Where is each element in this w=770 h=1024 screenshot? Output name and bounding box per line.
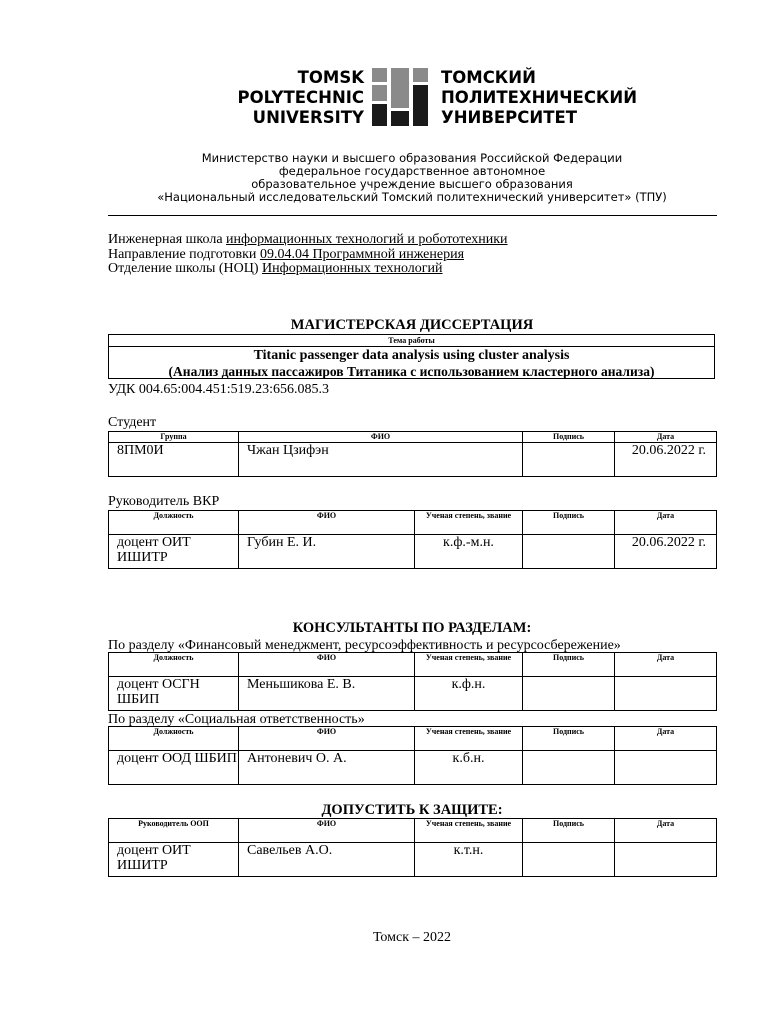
col-header: Ученая степень, звание — [415, 653, 523, 677]
admit-table — [108, 818, 717, 877]
col-header: Подпись — [523, 511, 615, 535]
admit-name: Савельев А.О. — [239, 843, 415, 877]
student-label: Студент — [108, 415, 157, 430]
col-header: Дата — [615, 819, 717, 843]
consultant-table-social — [108, 726, 717, 785]
school-line: Инженерная школа информационных технологий и робототехники — [108, 232, 508, 247]
col-header: ФИО — [239, 727, 415, 751]
col-header: ФИО — [239, 432, 523, 443]
consultant-degree: к.б.н. — [415, 751, 523, 785]
supervisor-degree: к.ф.-м.н. — [415, 535, 523, 569]
col-header: Подпись — [523, 432, 615, 443]
topic-label: Тема работы — [109, 335, 714, 347]
signature-cell — [523, 677, 615, 711]
signature-cell — [523, 843, 615, 877]
col-header: ФИО — [239, 819, 415, 843]
admit-heading: ДОПУСТИТЬ К ЗАЩИТЕ: — [321, 802, 503, 818]
col-header: Подпись — [523, 727, 615, 751]
department-line: Отделение школы (НОЦ) Информационных технологий — [108, 261, 443, 276]
student-name: Чжан Цзифэн — [239, 443, 523, 477]
supervisor-table — [108, 510, 717, 569]
col-header: Дата — [615, 511, 717, 535]
consultants-heading: КОНСУЛЬТАНТЫ ПО РАЗДЕЛАМ: — [292, 620, 532, 636]
supervisor-position: доцент ОИТ ИШИТР — [109, 535, 239, 569]
university-logo — [236, 68, 636, 130]
table-row — [109, 751, 717, 785]
topic-title-en: Titanic passenger data analysis using cluster analysis — [253, 348, 570, 363]
col-header: Должность — [109, 653, 239, 677]
consultant-name: Антоневич О. А. — [239, 751, 415, 785]
table-row — [109, 677, 717, 711]
supervisor-date: 20.06.2022 г. — [615, 535, 717, 569]
consultant-position: доцент ОСГН ШБИП — [109, 677, 239, 711]
col-header: Дата — [615, 432, 717, 443]
table-row — [109, 843, 717, 877]
col-header: ФИО — [239, 511, 415, 535]
tpu-emblem-icon — [372, 68, 428, 126]
date-cell — [615, 751, 717, 785]
signature-cell — [523, 751, 615, 785]
supervisor-name: Губин Е. И. — [239, 535, 415, 569]
consultant-table-finance — [108, 652, 717, 711]
consultant-position: доцент ООД ШБИП — [109, 751, 239, 785]
logo-text-en: TOMSK POLYTECHNIC UNIVERSITY — [237, 68, 364, 127]
admit-position: доцент ОИТ ИШИТР — [109, 843, 239, 877]
consultant-section-label: По разделу «Социальная ответственность» — [108, 712, 365, 727]
student-group: 8ПМ0И — [109, 443, 239, 477]
student-date: 20.06.2022 г. — [615, 443, 717, 477]
direction-line: Направление подготовки 09.04.04 Программной инженерия — [108, 246, 465, 262]
signature-cell — [523, 535, 615, 569]
col-header: ФИО — [239, 653, 415, 677]
col-header: Подпись — [523, 819, 615, 843]
logo-text-ru: ТОМСКИЙ ПОЛИТЕХНИЧЕСКИЙ УНИВЕРСИТЕТ — [441, 68, 638, 127]
date-cell — [615, 843, 717, 877]
topic-box — [108, 334, 715, 379]
program-info — [108, 233, 508, 277]
col-header: Ученая степень, звание — [415, 511, 523, 535]
supervisor-label: Руководитель ВКР — [108, 494, 220, 509]
udk-code: УДК 004.65:004.451:519.23:656.085.3 — [108, 382, 330, 397]
table-row — [109, 535, 717, 569]
col-header: Должность — [109, 727, 239, 751]
topic-title-ru: (Анализ данных пассажиров Титаника с использованием кластерного анализа) — [168, 364, 655, 379]
header-divider — [108, 215, 717, 216]
table-row — [109, 443, 717, 477]
col-header: Группа — [109, 432, 239, 443]
city-year: Томск – 2022 — [372, 930, 452, 945]
consultant-name: Меньшикова Е. В. — [239, 677, 415, 711]
signature-cell — [523, 443, 615, 477]
date-cell — [615, 677, 717, 711]
col-header: Дата — [615, 653, 717, 677]
col-header: Должность — [109, 511, 239, 535]
student-table — [108, 431, 717, 477]
col-header: Ученая степень, звание — [415, 819, 523, 843]
col-header: Подпись — [523, 653, 615, 677]
col-header: Дата — [615, 727, 717, 751]
consultant-section-label: По разделу «Финансовый менеджмент, ресурсоэффективность и ресурсосбережение» — [108, 638, 621, 653]
col-header: Ученая степень, звание — [415, 727, 523, 751]
consultant-degree: к.ф.н. — [415, 677, 523, 711]
admit-degree: к.т.н. — [415, 843, 523, 877]
thesis-heading: МАГИСТЕРСКАЯ ДИССЕРТАЦИЯ — [290, 317, 534, 333]
ministry-heading: Министерство науки и высшего образования Российской Федерации федеральное государственное автономное образовательное учреждение высшего образования «Национальный исследовательский Томский политехнический университет» (ТПУ) — [157, 151, 667, 204]
col-header: Руководитель ООП — [109, 819, 239, 843]
